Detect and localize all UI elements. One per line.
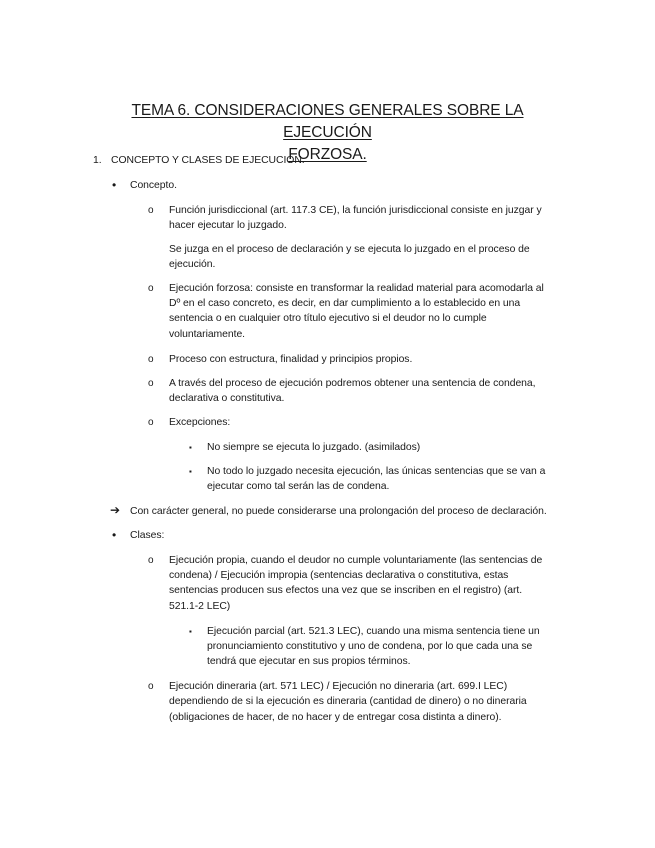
excepciones-label: Excepciones: <box>169 417 231 428</box>
concepto-item-4-line-1: A través del proceso de ejecución podremos obtener una sentencia de condena, <box>169 378 536 389</box>
square-marker: ▪ <box>189 467 192 476</box>
clases-label: Clases: <box>130 530 165 541</box>
clases-item-1-line-1: Ejecución propia, cuando el deudor no cumple voluntariamente (las sentencias de <box>169 555 543 566</box>
concepto-label: Concepto. <box>130 180 177 191</box>
concepto-item-1-line-1: Función jurisdiccional (art. 117.3 CE), la función jurisdiccional consiste en juzgar y <box>169 205 542 216</box>
circle-marker: o <box>148 417 154 428</box>
clases-item-1-line-2: condena) / Ejecución impropia (sentencias declarativa o constitutiva, estas <box>169 570 509 581</box>
concepto-note-line-2: ejecución. <box>169 259 216 270</box>
clases-subitem-line-1: Ejecución parcial (art. 521.3 LEC), cuando una misma sentencia tiene un <box>207 626 540 637</box>
concepto-item-2-line-2: Dº en el caso concreto, es decir, en dar cumplimiento a lo establecido en una <box>169 298 521 309</box>
excepcion-2-line-1: No todo lo juzgado necesita ejecución, las únicas sentencias que se van a <box>207 466 546 477</box>
circle-marker: o <box>148 681 154 692</box>
title-line-1: TEMA 6. CONSIDERACIONES GENERALES SOBRE LA EJECUCIÓN <box>131 102 524 141</box>
excepcion-1-line-1: No siempre se ejecuta lo juzgado. (asimilados) <box>207 442 421 453</box>
section-number: 1. <box>93 155 102 166</box>
clases-subitem-line-3: tendrá que ejecutar en sus propios términos. <box>207 656 411 667</box>
concepto-item-4-line-2: declarativa o constitutiva. <box>169 393 285 404</box>
title-line-2: FORZOSA. <box>288 146 367 163</box>
bullet-concepto: • <box>112 178 117 192</box>
concepto-item-1-line-2: hacer ejecutar lo juzgado. <box>169 220 287 231</box>
bullet-clases: • <box>112 528 117 542</box>
circle-marker: o <box>148 354 154 365</box>
square-marker: ▪ <box>189 443 192 452</box>
circle-marker: o <box>148 555 154 566</box>
circle-marker: o <box>148 378 154 389</box>
concepto-note-line-1: Se juzga en el proceso de declaración y se ejecuta lo juzgado en el proceso de <box>169 244 530 255</box>
square-marker: ▪ <box>189 627 192 636</box>
clases-item-1-line-3: sentencias producen sus efectos una vez que se inscriben en el registro) (art. <box>169 585 523 596</box>
clases-item-2-line-3: (obligaciones de hacer, de no hacer y de entregar cosa distinta a dinero). <box>169 712 502 723</box>
arrow-icon: ➔ <box>110 503 121 517</box>
clases-item-2-line-2: dependiendo de si la ejecución es dineraria (cantidad de dinero) o no dineraria <box>169 696 527 707</box>
circle-marker: o <box>148 283 154 294</box>
concepto-item-2-line-3: sentencia o en cualquier otro título ejecutivo si el deudor no lo cumple <box>169 313 487 324</box>
section-heading: CONCEPTO Y CLASES DE EJECUCIÓN. <box>111 155 305 166</box>
clases-item-1-line-4: 521.1-2 LEC) <box>169 601 231 612</box>
clases-subitem-line-2: pronunciamiento constitutivo y uno de condena, por lo que cada una se <box>207 641 533 652</box>
clases-item-2-line-1: Ejecución dineraria (art. 571 LEC) / Ejecución no dineraria (art. 699.I LEC) <box>169 681 508 692</box>
concepto-item-2-line-1: Ejecución forzosa: consiste en transformar la realidad material para acomodarla al <box>169 283 544 294</box>
arrow-note: Con carácter general, no puede considerarse una prolongación del proceso de declaración. <box>130 506 547 517</box>
concepto-item-3-line-1: Proceso con estructura, finalidad y principios propios. <box>169 354 413 365</box>
circle-marker: o <box>148 205 154 216</box>
excepcion-2-line-2: ejecutar como tal serán las de condena. <box>207 481 390 492</box>
concepto-item-2-line-4: voluntariamente. <box>169 329 246 340</box>
